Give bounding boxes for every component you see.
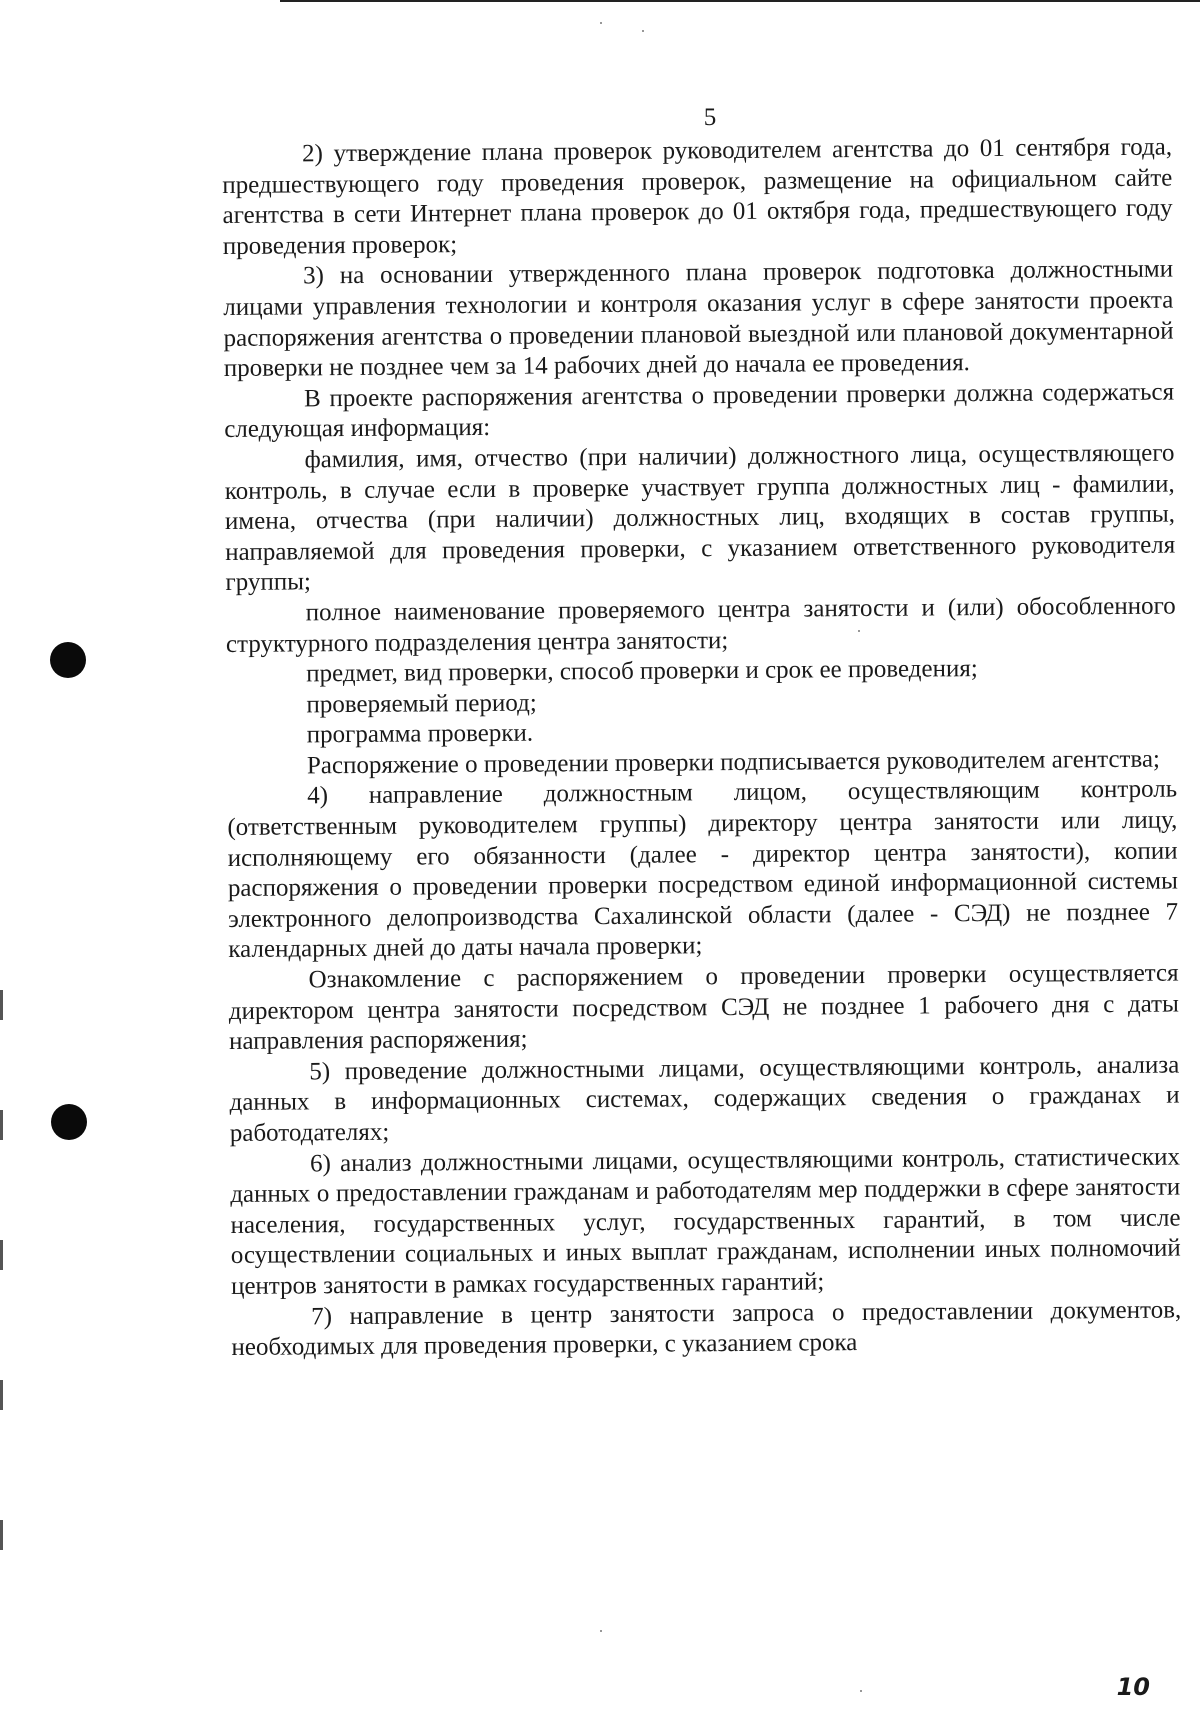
scan-edge-mark	[0, 1110, 3, 1140]
paragraph: В проекте распоряжения агентства о проведении проверки должна содержаться следующая информация:	[224, 378, 1175, 444]
paragraph: Распоряжение о проведении проверки подписывается руководителем агентства;	[306, 745, 1161, 780]
scan-edge-mark	[0, 1240, 3, 1270]
paragraph: 2) утверждение плана проверок руководителем агентства до 01 сентября года, предшествующего году проведения проверок, размещение на официальном сайте агентства в сети Интернет плана проверок до 01 октября года, предшествующего году проведения проверок;	[222, 133, 1173, 260]
list-line: программа проверки.	[306, 719, 534, 749]
scan-edge-mark	[0, 990, 3, 1020]
scan-speck	[600, 1630, 602, 1632]
scan-edge-mark	[0, 1520, 3, 1550]
paragraph: 6) анализ должностными лицами, осуществляющими контроль, статистических данных о предоставлении гражданам и работодателям мер поддержки в сфере занятости населения, государственных услуг, государственных гарантий, в том числе осуществлении социальных и иных выплат гражданам, исполнении иных полномочий центров занятости в рамках государственных гарантий;	[230, 1143, 1181, 1300]
paragraph: 3) на основании утвержденного плана проверок подготовка должностными лицами управления технологии и контроля оказания услуг в сфере занятости проекта распоряжения агентства о проведении плановой выездной или плановой документарной проверки не позднее чем за 14 рабочих дней до начала ее проведения.	[223, 255, 1174, 383]
binder-hole-bottom	[51, 1104, 87, 1140]
paragraph: 7) направление в центр занятости запроса о предоставлении документов, необходимых для проведения проверки, с указанием срока	[231, 1296, 1182, 1362]
paragraph: фамилия, имя, отчество (при наличии) должностного лица, осуществляющего контроль, в случае если в проверке участвует группа должностных лиц - фамилии, имена, отчества (при наличии) должностных лиц, входящих в состав группы, направляемой для проведения проверки, с указанием ответственного руководителя группы;	[224, 439, 1176, 597]
scan-speck	[642, 30, 644, 32]
binder-hole-top	[50, 642, 86, 678]
document-body	[222, 133, 1182, 1364]
paragraph: 5) проведение должностными лицами, осуществляющими контроль, анализа данных в информационных системах, содержащих сведения о гражданах и работодателях;	[229, 1051, 1180, 1147]
scan-edge-mark	[0, 1380, 3, 1410]
list-line: проверяемый период;	[306, 689, 537, 719]
paragraph: 4) направление должностным лицом, осуществляющим контроль (ответственным руководителем группы) директору центра занятости или лицу, исполняющему его обязанности (далее - директор центра занятости), копии распоряжения о проведении проверки посредством единой информационной системы электронного делопроизводства Сахалинской области (далее - СЭД) не позднее 7 календарных дней до даты начала проверки;	[227, 775, 1179, 964]
scan-speck	[600, 22, 602, 24]
scan-top-edge	[280, 0, 1200, 2]
paragraph: полное наименование проверяемого центра занятости и (или) обособленного структурного подразделения центра занятости;	[225, 592, 1176, 658]
list-line: предмет, вид проверки, способ проверки и срок ее проведения;	[306, 655, 978, 688]
sheet-number: 10	[1116, 1673, 1150, 1701]
paragraph: Ознакомление с распоряжением о проведении проверки осуществляется директором центра занятости посредством СЭД не позднее 1 рабочего дня с даты направления распоряжения;	[228, 959, 1179, 1056]
scan-speck	[860, 1690, 862, 1692]
page-number: 5	[703, 104, 717, 131]
